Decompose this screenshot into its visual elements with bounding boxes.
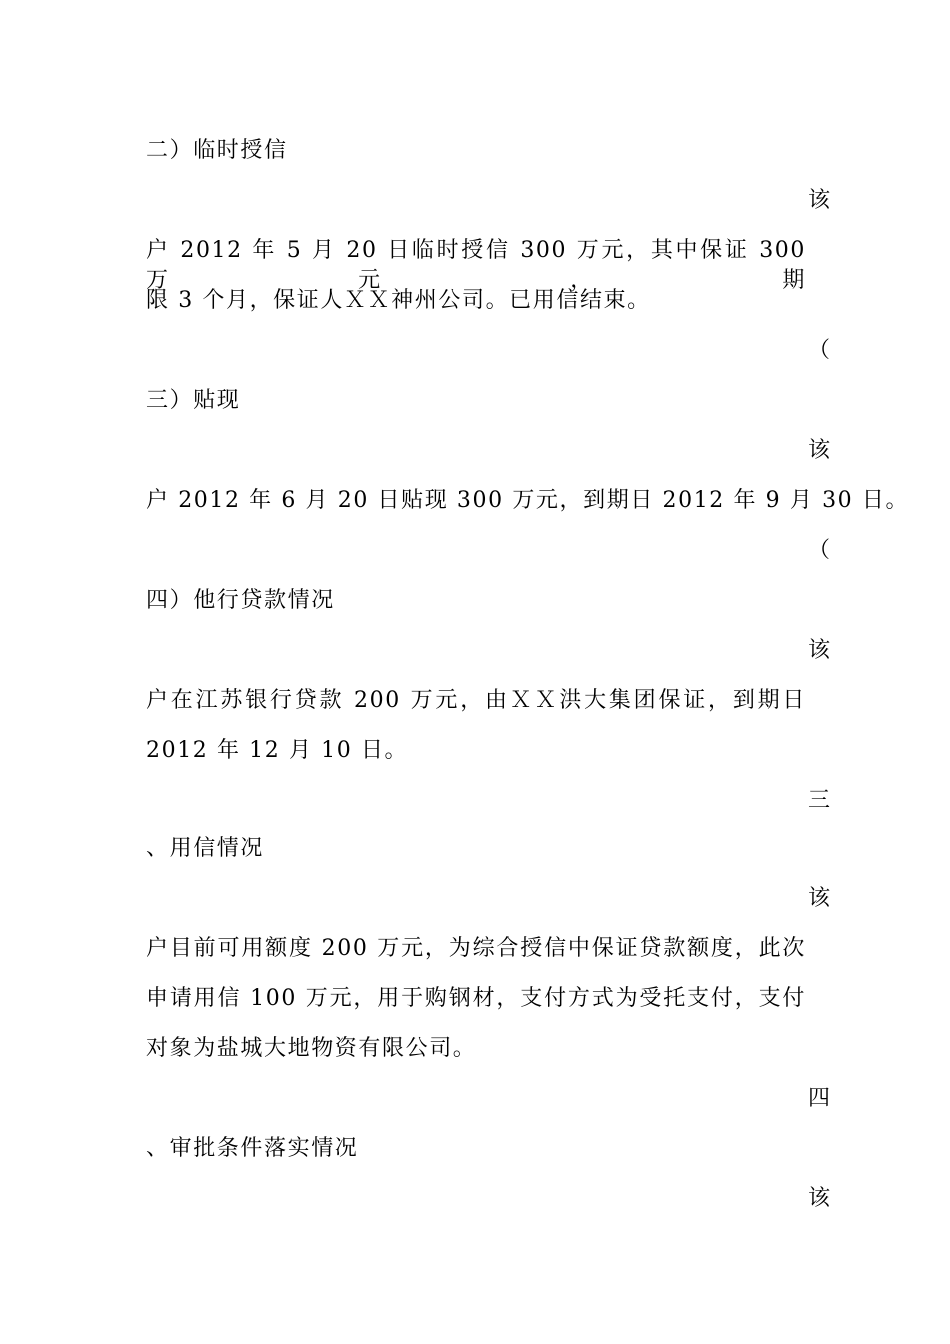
paragraph-line: 2012 年 12 月 10 日。 [146, 738, 409, 763]
section-number-prefix: （ [808, 538, 832, 563]
section-heading-temporary-credit: 二）临时授信 [146, 138, 288, 163]
paragraph-line: 户目前可用额度 200 万元，为综合授信中保证贷款额度，此次 [146, 936, 806, 961]
section-heading-discount: 三）贴现 [146, 388, 241, 413]
paragraph-line: 户 2012 年 5 月 20 日临时授信 300 万元，其中保证 300 万元，期 [146, 238, 806, 293]
paragraph-line: 申请用信 100 万元，用于购钢材，支付方式为受托支付，支付 [146, 986, 806, 1011]
paragraph-line: 限 3 个月，保证人ＸＸ神州公司。已用信结束。 [146, 288, 651, 313]
section-heading-approval-conditions: 、审批条件落实情况 [146, 1136, 359, 1161]
paragraph-lead-char: 该 [808, 886, 832, 911]
section-number-prefix: （ [808, 338, 832, 363]
section-number: 四 [808, 1086, 832, 1111]
paragraph-line: 对象为盐城大地物资有限公司。 [146, 1036, 477, 1061]
paragraph-lead-char: 该 [808, 438, 832, 463]
paragraph-lead-char: 该 [808, 638, 832, 663]
section-heading-credit-usage: 、用信情况 [146, 836, 265, 861]
paragraph-lead-char: 该 [808, 188, 832, 213]
section-number: 三 [808, 788, 832, 813]
paragraph-lead-char: 该 [808, 1186, 832, 1211]
paragraph-line: 户 2012 年 6 月 20 日贴现 300 万元，到期日 2012 年 9 月 30 日。 [146, 488, 910, 513]
paragraph-line: 户在江苏银行贷款 200 万元，由ＸＸ洪大集团保证，到期日 [146, 688, 806, 713]
section-heading-other-bank-loans: 四）他行贷款情况 [146, 588, 335, 613]
